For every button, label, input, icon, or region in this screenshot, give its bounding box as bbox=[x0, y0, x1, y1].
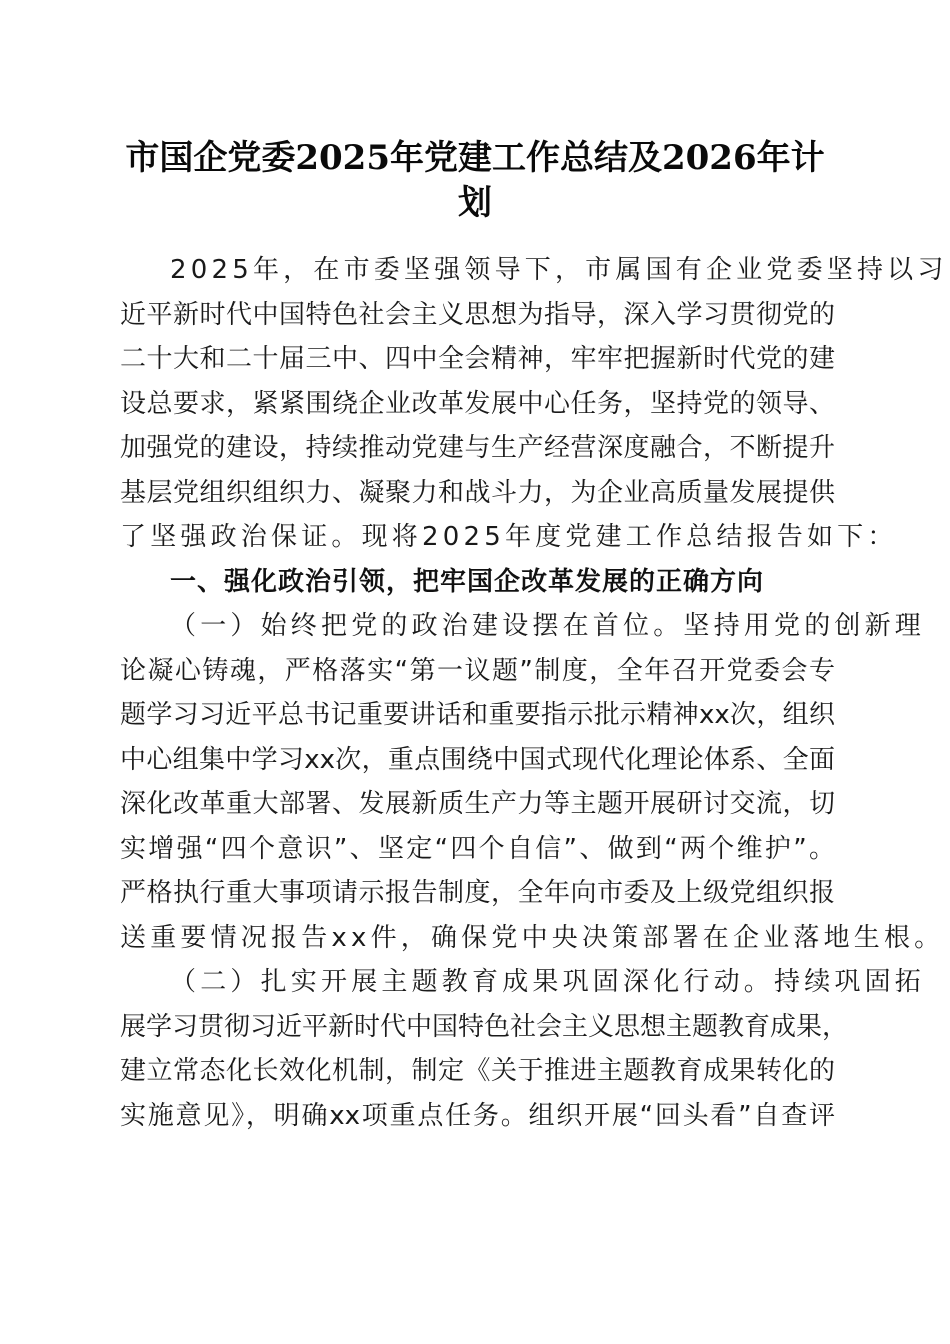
paragraph-intro-line: 了坚强政治保证。现将2025年度党建工作总结报告如下： bbox=[120, 522, 898, 552]
subsection-1-line: 严格执行重大事项请示报告制度，全年向市委及上级党组织报 bbox=[120, 878, 835, 908]
subsection-1-line: 论凝心铸魂，严格落实“第一议题”制度，全年召开党委会专 bbox=[120, 655, 835, 686]
subsection-1-line: 实增强“四个意识”、坚定“四个自信”、做到“两个维护”。 bbox=[120, 833, 835, 864]
section-heading-1: 一、强化政治引领，把牢国企改革发展的正确方向 bbox=[170, 566, 765, 597]
paragraph-intro-line: 加强党的建设，持续推动党建与生产经营深度融合，不断提升 bbox=[120, 433, 835, 463]
subsection-2-line: 建立常态化长效化机制，制定《关于推进主题教育成果转化的 bbox=[120, 1056, 835, 1086]
paragraph-intro-line: 设总要求，紧紧围绕企业改革发展中心任务，坚持党的领导、 bbox=[120, 388, 835, 419]
subsection-1-line: 送重要情况报告xx件，确保党中央决策部署在企业落地生根。 bbox=[120, 922, 945, 953]
paragraph-intro-line: 近平新时代中国特色社会主义思想为指导，深入学习贯彻党的 bbox=[120, 299, 835, 330]
document-body bbox=[120, 248, 948, 1138]
subsection-2-line: 展学习贯彻习近平新时代中国特色社会主义思想主题教育成果， bbox=[120, 1011, 849, 1042]
paragraph-intro-line: 基层党组织组织力、凝聚力和战斗力，为企业高质量发展提供 bbox=[120, 477, 835, 508]
subsection-1-line: （一）始终把党的政治建设摆在首位。坚持用党的创新理 bbox=[170, 611, 926, 641]
subsection-1-line: 中心组集中学习xx次，重点围绕中国式现代化理论体系、全面 bbox=[120, 744, 835, 775]
subsection-2-line: （二）扎实开展主题教育成果巩固深化行动。持续巩固拓 bbox=[170, 967, 926, 997]
paragraph-intro-line: 2025年，在市委坚强领导下，市属国有企业党委坚持以习 bbox=[170, 255, 948, 285]
title-line-1: 市国企党委2025年党建工作总结及2026年计 bbox=[125, 138, 825, 178]
subsection-1-line: 题学习习近平总书记重要讲话和重要指示批示精神xx次，组织 bbox=[120, 700, 835, 730]
paragraph-intro-line: 二十大和二十届三中、四中全会精神，牢牢把握新时代党的建 bbox=[120, 344, 835, 374]
subsection-2-line: 实施意见》，明确xx项重点任务。组织开展“回头看”自查评 bbox=[120, 1100, 835, 1131]
title-line-2: 划 bbox=[458, 183, 492, 223]
document-title bbox=[110, 136, 840, 226]
subsection-1-line: 深化改革重大部署、发展新质生产力等主题开展研讨交流，切 bbox=[120, 789, 835, 819]
